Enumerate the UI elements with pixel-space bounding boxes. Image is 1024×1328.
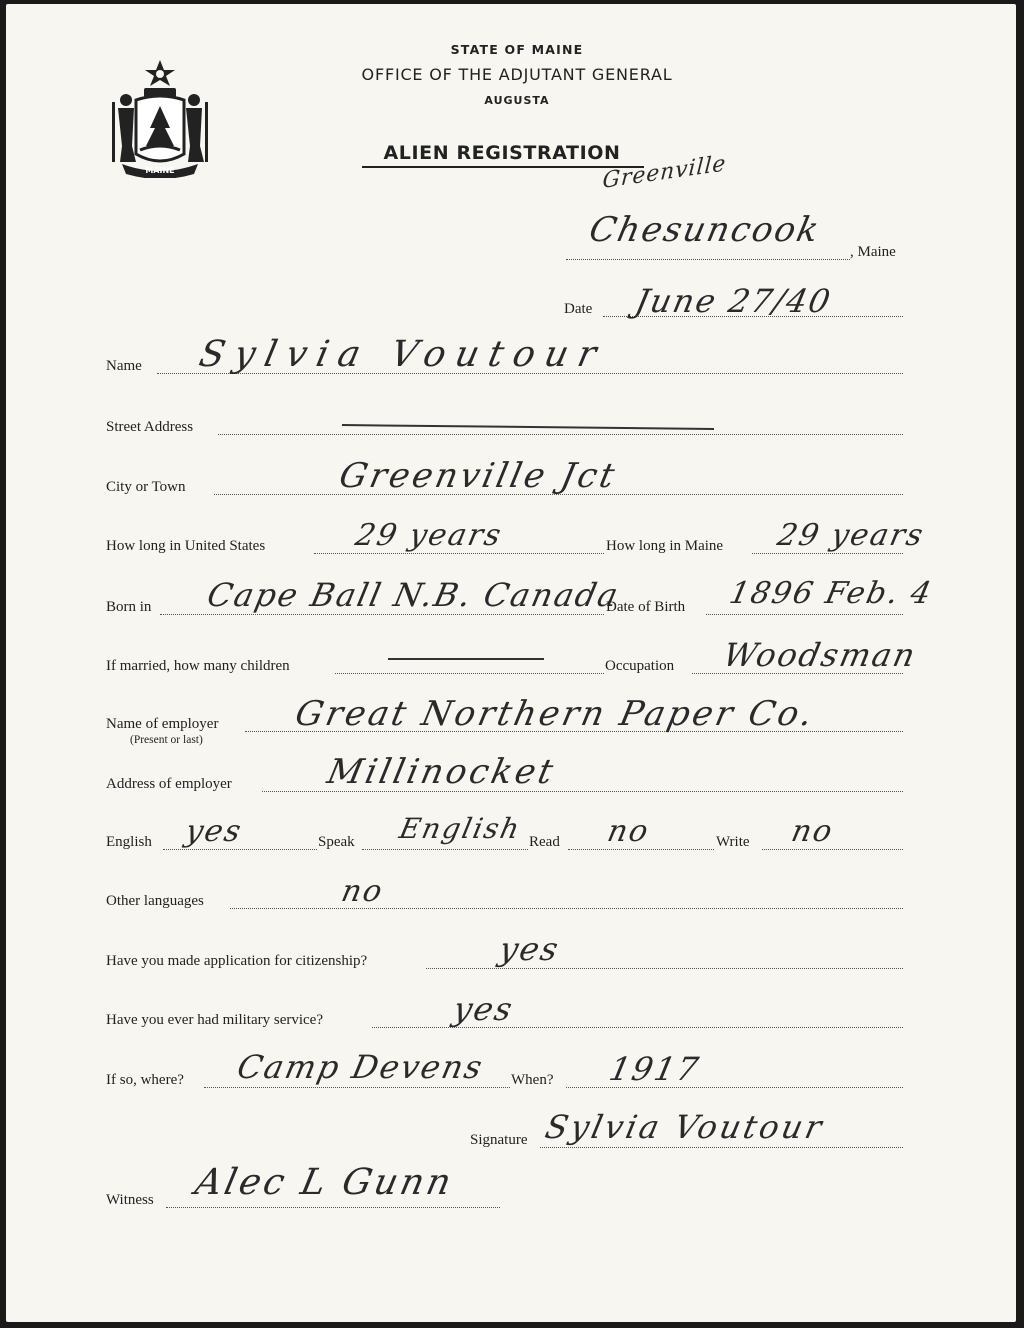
header-office: OFFICE OF THE ADJUTANT GENERAL bbox=[361, 65, 673, 84]
street-label: Street Address bbox=[106, 419, 194, 435]
employer-label: Name of employer bbox=[106, 716, 219, 732]
english-label: English bbox=[106, 834, 152, 850]
speak-line bbox=[362, 849, 528, 850]
speak-value: English bbox=[396, 812, 525, 845]
signature-line bbox=[540, 1147, 903, 1148]
employer-value: Great Northern Paper Co. bbox=[291, 694, 819, 734]
us-years-line bbox=[314, 553, 604, 554]
occupation-value: Woodsman bbox=[719, 636, 921, 674]
witness-line bbox=[166, 1207, 500, 1208]
write-label: Write bbox=[716, 834, 750, 850]
place-value: Chesuncook bbox=[585, 210, 825, 250]
military-label: Have you ever had military service? bbox=[106, 1012, 323, 1028]
maine-years-value: 29 years bbox=[774, 518, 928, 553]
city-value: Greenville Jct bbox=[335, 456, 621, 496]
speak-label: Speak bbox=[318, 834, 355, 850]
other-languages-line bbox=[230, 908, 903, 909]
header-city: AUGUSTA bbox=[484, 94, 550, 107]
signature-label: Signature bbox=[470, 1132, 528, 1148]
employer-address-label: Address of employer bbox=[106, 776, 232, 792]
dob-line bbox=[706, 614, 903, 615]
street-line bbox=[218, 434, 903, 435]
read-line bbox=[568, 849, 714, 850]
svg-text:MAINE: MAINE bbox=[145, 166, 175, 175]
state-seal-icon bbox=[108, 58, 212, 178]
english-line bbox=[163, 849, 317, 850]
children-dash bbox=[388, 658, 544, 660]
employer-sublabel: (Present or last) bbox=[130, 734, 203, 746]
signature-value: Sylvia Voutour bbox=[541, 1108, 828, 1146]
occupation-label: Occupation bbox=[605, 658, 675, 674]
write-line bbox=[762, 849, 903, 850]
date-label: Date bbox=[564, 301, 593, 317]
citizenship-label: Have you made application for citizenship? bbox=[106, 953, 368, 969]
us-years-value: 29 years bbox=[352, 518, 506, 553]
other-languages-value: no bbox=[338, 874, 388, 909]
title-underline bbox=[362, 166, 644, 168]
read-label: Read bbox=[529, 834, 560, 850]
header-state: STATE OF MAINE bbox=[450, 42, 584, 57]
place-suffix: , Maine bbox=[850, 244, 896, 260]
form-title: ALIEN REGISTRATION bbox=[383, 142, 621, 164]
military-value: yes bbox=[449, 990, 518, 1028]
children-line bbox=[335, 673, 604, 674]
read-value: no bbox=[604, 814, 654, 849]
citizenship-line bbox=[426, 968, 903, 969]
children-label: If married, how many children bbox=[106, 658, 290, 674]
when-label: When? bbox=[511, 1072, 554, 1088]
city-label: City or Town bbox=[106, 479, 186, 495]
where-value: Camp Devens bbox=[233, 1048, 488, 1086]
write-value: no bbox=[788, 814, 838, 849]
english-value: yes bbox=[182, 814, 246, 849]
maine-years-line bbox=[752, 553, 903, 554]
born-value: Cape Ball N.B. Canada bbox=[203, 576, 624, 614]
dob-label: Date of Birth bbox=[606, 599, 686, 615]
name-value: Sylvia Voutour bbox=[195, 334, 610, 375]
place-line bbox=[566, 259, 850, 260]
other-languages-label: Other languages bbox=[106, 893, 204, 909]
born-label: Born in bbox=[106, 599, 152, 615]
witness-label: Witness bbox=[106, 1192, 154, 1208]
citizenship-value: yes bbox=[495, 930, 564, 968]
maine-years-label: How long in Maine bbox=[606, 538, 724, 554]
date-value: June 27/40 bbox=[631, 282, 836, 320]
where-line bbox=[204, 1087, 510, 1088]
us-years-label: How long in United States bbox=[106, 538, 266, 554]
born-line bbox=[160, 614, 604, 615]
dob-value: 1896 Feb. 4 bbox=[726, 576, 936, 611]
place-crossed-out: Greenville bbox=[601, 151, 728, 194]
employer-address-value: Millinocket bbox=[323, 752, 560, 792]
where-label: If so, where? bbox=[106, 1072, 184, 1088]
when-value: 1917 bbox=[605, 1050, 704, 1088]
witness-value: Alec L Gunn bbox=[191, 1162, 458, 1203]
name-label: Name bbox=[106, 358, 142, 374]
